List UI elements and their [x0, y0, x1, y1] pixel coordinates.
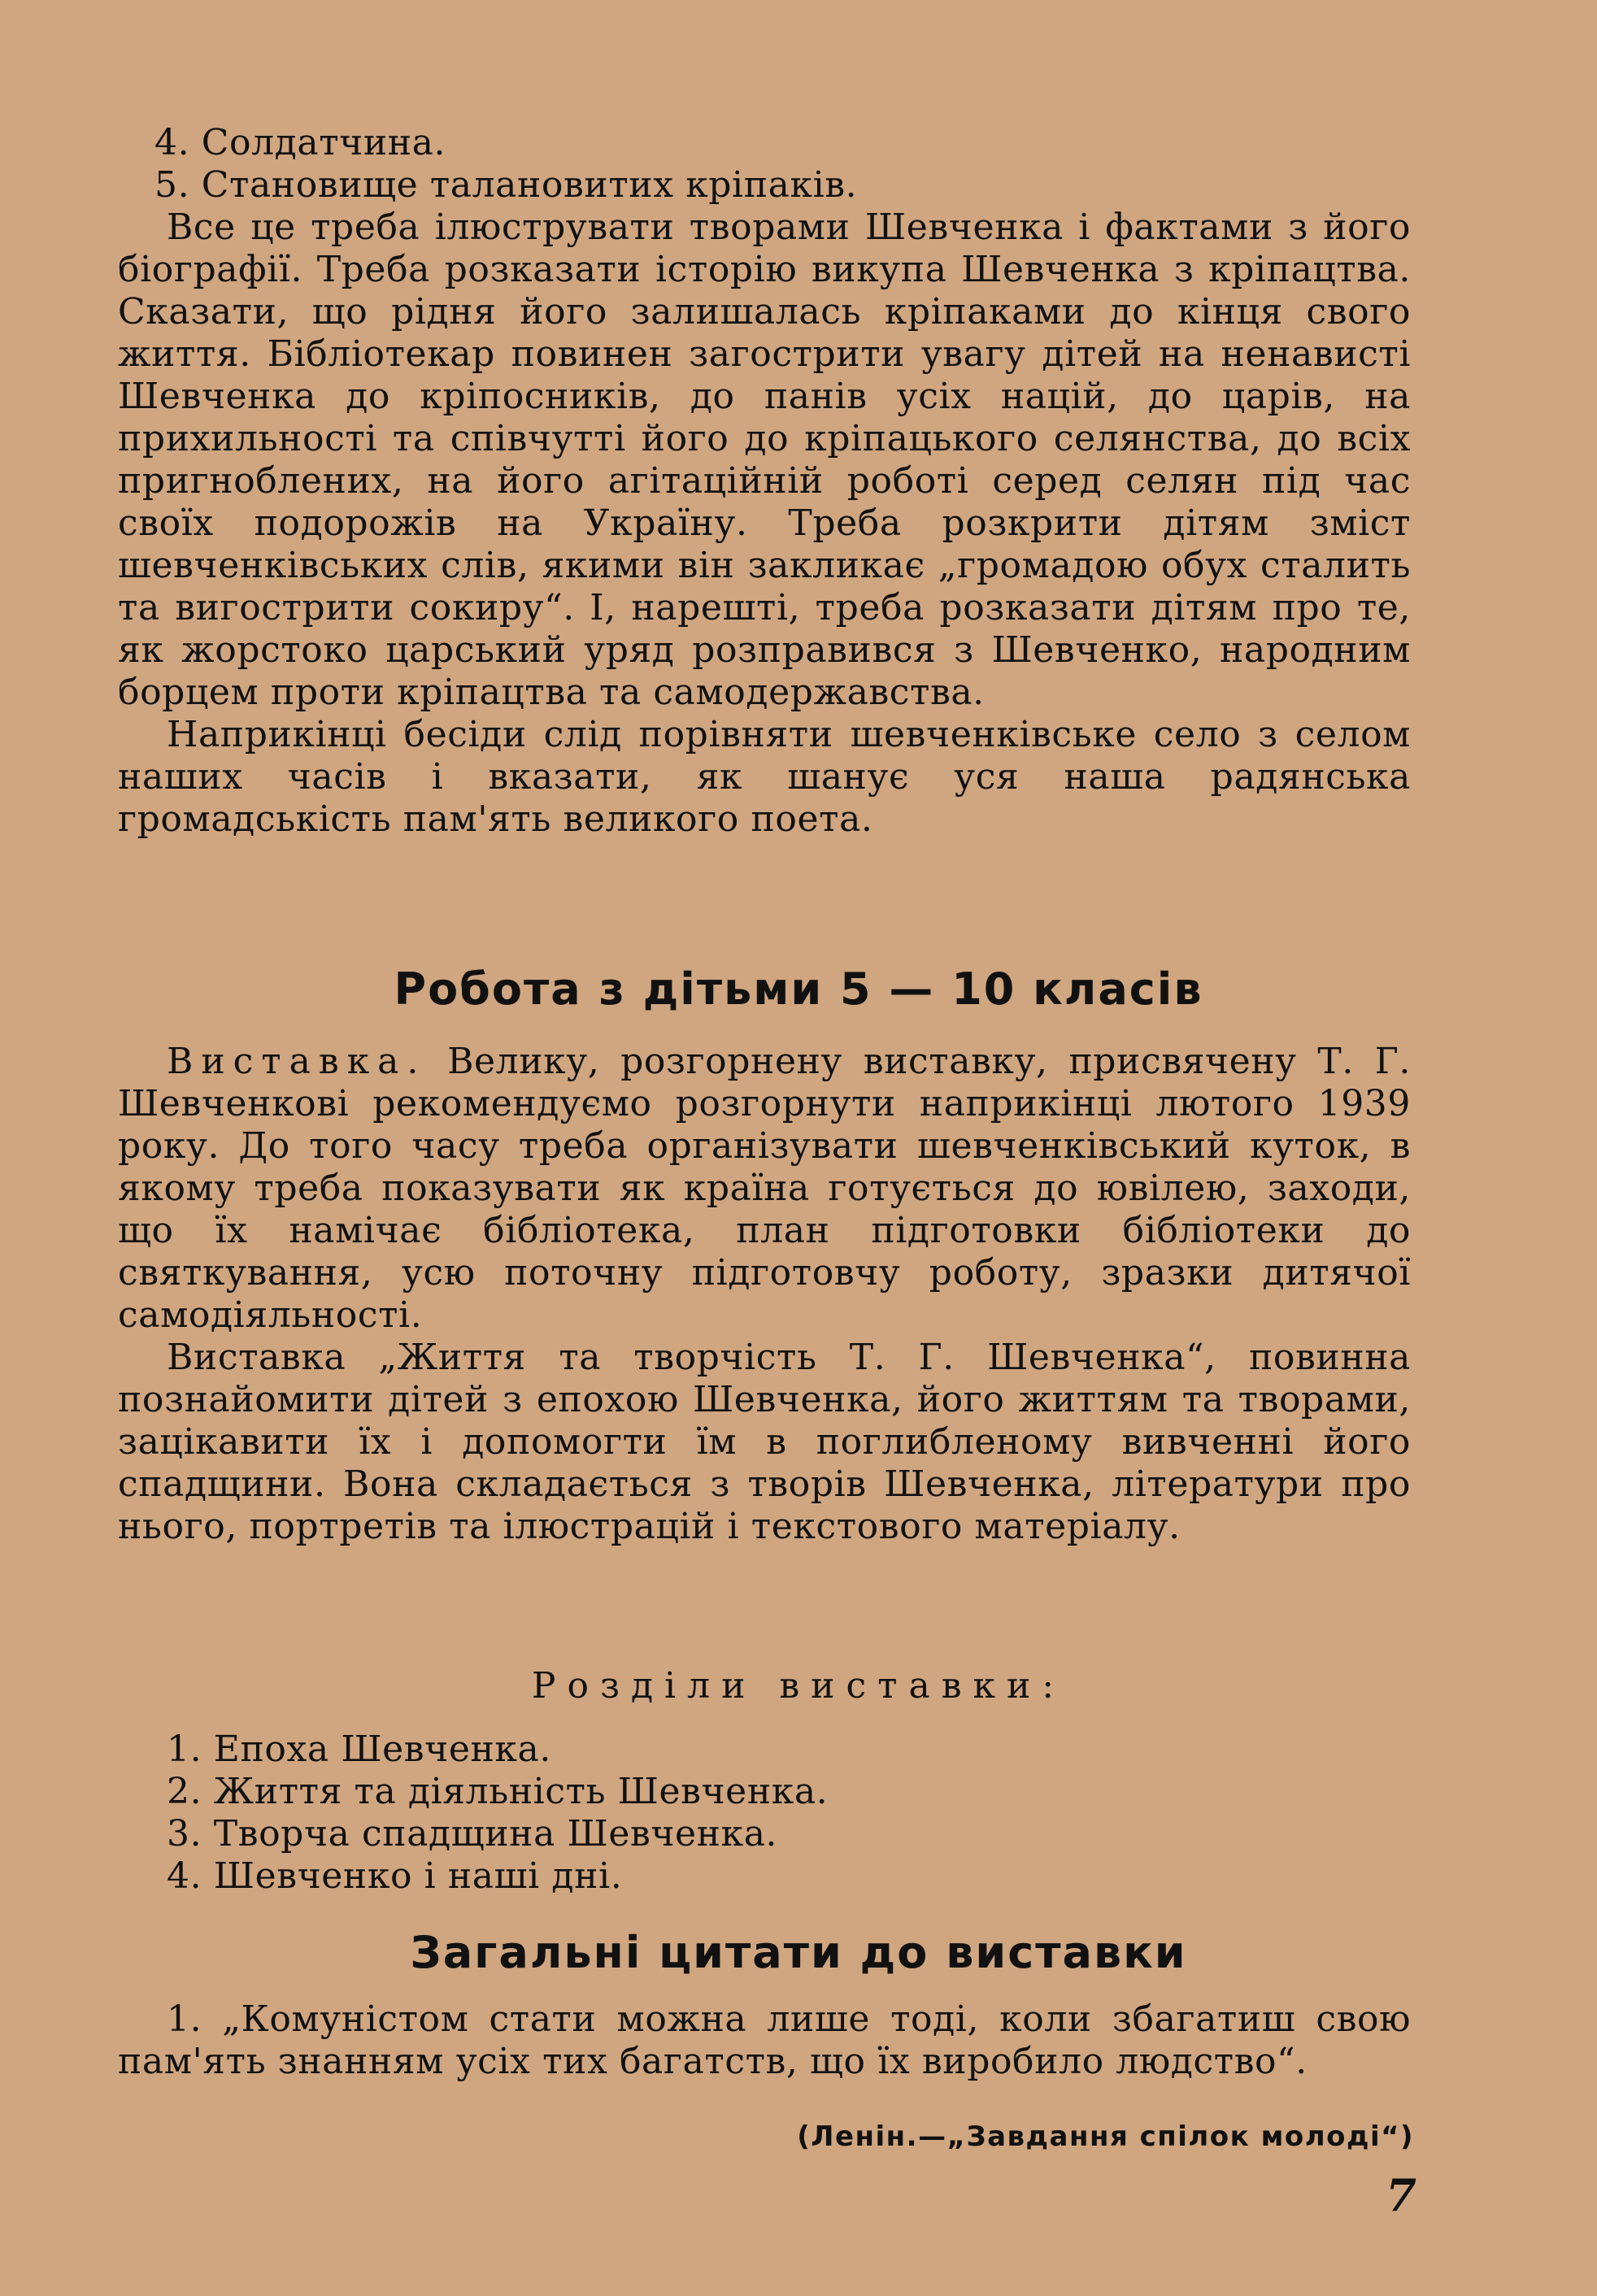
paragraph: Виставка „Життя та творчість Т. Г. Шевченка“, повинна познайомити дітей з епохою Шевченка, його життям та творами, зацікавити їх і допомогти їм в поглибленому вивченні його спадщини. Вона складається з творів Шевченка, літератури про нього, портретів та ілюстрацій і текстового матеріалу. [118, 1337, 1411, 1547]
paragraph-lead: Виставка. [167, 1041, 427, 1082]
numbered-list-1 [118, 122, 1411, 207]
numbered-list-2 [118, 1729, 1411, 1898]
paragraph [118, 1041, 1411, 1337]
citation: (Ленін.—„Завдання спілок молоді“) [797, 2120, 1414, 2153]
section-heading: Робота з дітьми 5 — 10 класів [394, 963, 1203, 1015]
list [118, 1729, 1411, 1898]
list-item: 4. Солдатчина. [154, 122, 446, 163]
paragraph: Наприкінці бесіди слід порівняти шевченківське село з селом наших часів і вказати, як шанує уся наша радянська громадськість пам'ять великого поета. [118, 714, 1411, 840]
sub-heading: Розділи виставки: [531, 1665, 1066, 1707]
list-item: 3. Творча спадщина Шевченка. [167, 1813, 778, 1855]
section-heading: Загальні цитати до виставки [410, 1927, 1187, 1978]
list-item: 1. Епоха Шевченка. [167, 1729, 551, 1770]
list-item: 4. Шевченко і наші дні. [167, 1855, 623, 1897]
list-item: 2. Життя та діяльність Шевченка. [167, 1771, 829, 1812]
section-2-text [118, 1041, 1411, 1548]
quote: 1. „Комуністом стати можна лише тоді, коли збагатиш свою пам'ять знанням усіх тих багатств, що їх виробило людство“. [118, 1998, 1411, 2082]
section-1-text [118, 122, 1411, 841]
list-item: 5. Становище талановитих кріпаків. [154, 164, 858, 206]
quote-block [118, 1998, 1411, 2083]
paragraph-body: Велику, розгорнену виставку, присвячену Т. Г. Шевченкові рекомендуємо розгорнути наприкінці лютого 1939 року. До того часу треба організувати шевченківський куток, в якому треба показувати як країна готується до ювілею, заходи, що їх намічає бібліотека, план підготовки бібліотеки до святкування, усю поточну підготовчу роботу, зразки дитячої самодіяльності. [118, 1041, 1411, 1336]
paragraph: Все це треба ілюструвати творами Шевченка і фактами з його біографії. Треба розказати історію викупа Шевченка з кріпацтва. Сказати, що рідня його залишалась кріпаками до кінця свого життя. Бібліотекар повинен загострити увагу дітей на ненависті Шевченка до кріпосників, до панів усіх націй, до царів, на прихильності та співчутті його до кріпацького селянства, до всіх пригноблених, на його агітаційній роботі серед селян під час своїх подорожів на Україну. Треба розкрити дітям зміст шевченківських слів, якими він закликає „громадою обух сталить та вигострити сокиру“. І, нарешті, треба розказати дітям про те, як жорстоко царський уряд розправився з Шевченко, народним борцем проти кріпацтва та самодержавства. [118, 207, 1411, 713]
page-number: 7 [1386, 2169, 1416, 2221]
